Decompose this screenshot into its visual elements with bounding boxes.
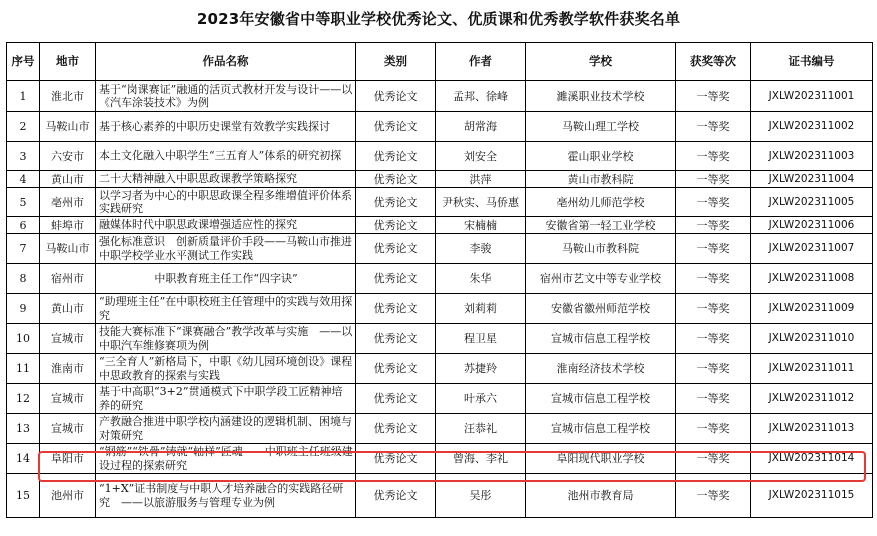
cell-category: 优秀论文 (356, 444, 436, 474)
cell-school: 阜阳现代职业学校 (526, 444, 676, 474)
table-row (7, 142, 873, 171)
header-no: 序号 (7, 43, 40, 81)
cell-city: 宣城市 (40, 384, 96, 414)
document-title: 2023年安徽省中等职业学校优秀论文、优质课和优秀教学软件获奖名单 (196, 10, 681, 28)
cell-cert: JXLW202311010 (751, 324, 873, 354)
cell-author: 苏捷羚 (436, 354, 526, 384)
cell-category: 优秀论文 (356, 171, 436, 188)
cell-city: 宣城市 (40, 414, 96, 444)
cell-work: 二十大精神融入中职思政课教学策略探究 (96, 171, 356, 188)
cell-cert: JXLW202311013 (751, 414, 873, 444)
cell-work: “钢筋”“铁骨”铸就“轴样”匠魂——中职班主任班级建设过程的探索研究 (96, 444, 356, 474)
cell-cert: JXLW202311005 (751, 188, 873, 217)
cell-no: 3 (7, 142, 40, 171)
cell-award: 一等奖 (676, 217, 751, 234)
cell-school: 宿州市艺文中等专业学校 (526, 264, 676, 294)
cell-city: 马鞍山市 (40, 234, 96, 264)
cell-category: 优秀论文 (356, 384, 436, 414)
cell-cert: JXLW202311011 (751, 354, 873, 384)
cell-work: 强化标准意识 创新质量评价手段——马鞍山市推进中职学校学业水平测试工作实践 (96, 234, 356, 264)
cell-award: 一等奖 (676, 294, 751, 324)
header-city: 地市 (40, 43, 96, 81)
cell-category: 优秀论文 (356, 354, 436, 384)
cell-school: 霍山职业学校 (526, 142, 676, 171)
cell-work: “1+X”证书制度与中职人才培养融合的实践路径研究 ——以旅游服务与管理专业为例 (96, 474, 356, 518)
table-row (7, 264, 873, 294)
cell-school: 濉溪职业技术学校 (526, 81, 676, 112)
cell-cert: JXLW202311015 (751, 474, 873, 518)
cell-school: 池州市教育局 (526, 474, 676, 518)
cell-award: 一等奖 (676, 384, 751, 414)
cell-city: 淮南市 (40, 354, 96, 384)
table-header-row (7, 43, 873, 81)
cell-city: 宿州市 (40, 264, 96, 294)
cell-cert: JXLW202311007 (751, 234, 873, 264)
cell-category: 优秀论文 (356, 217, 436, 234)
cell-no: 9 (7, 294, 40, 324)
cell-cert: JXLW202311006 (751, 217, 873, 234)
cell-city: 亳州市 (40, 188, 96, 217)
cell-cert: JXLW202311012 (751, 384, 873, 414)
cell-award: 一等奖 (676, 188, 751, 217)
cell-author: 叶承六 (436, 384, 526, 414)
cell-city: 阜阳市 (40, 444, 96, 474)
table-row (7, 474, 873, 518)
cell-author: 朱华 (436, 264, 526, 294)
cell-work: 本土文化融入中职学生“三五育人”体系的研究初探 (96, 142, 356, 171)
cell-no: 7 (7, 234, 40, 264)
cell-author: 程卫星 (436, 324, 526, 354)
table-row (7, 384, 873, 414)
cell-work: 基于“岗课赛证”融通的活页式教材开发与设计——以《汽车涂装技术》为例 (96, 81, 356, 112)
cell-award: 一等奖 (676, 234, 751, 264)
table-row (7, 217, 873, 234)
cell-author: 孟邦、徐峰 (436, 81, 526, 112)
table-row (7, 294, 873, 324)
cell-cert: JXLW202311004 (751, 171, 873, 188)
cell-cert: JXLW202311008 (751, 264, 873, 294)
cell-award: 一等奖 (676, 171, 751, 188)
cell-author: 李骏 (436, 234, 526, 264)
cell-school: 马鞍山理工学校 (526, 112, 676, 142)
table-row (7, 188, 873, 217)
cell-work: “助理班主任”在中职校班主任管理中的实践与效用探究 (96, 294, 356, 324)
cell-no: 6 (7, 217, 40, 234)
cell-school: 亳州幼儿师范学校 (526, 188, 676, 217)
header-cert: 证书编号 (751, 43, 873, 81)
cell-no: 5 (7, 188, 40, 217)
cell-category: 优秀论文 (356, 414, 436, 444)
cell-author: 胡常海 (436, 112, 526, 142)
cell-school: 安徽省徽州师范学校 (526, 294, 676, 324)
cell-category: 优秀论文 (356, 112, 436, 142)
header-award: 获奖等次 (676, 43, 751, 81)
cell-cert: JXLW202311001 (751, 81, 873, 112)
cell-author: 汪恭礼 (436, 414, 526, 444)
cell-city: 宣城市 (40, 324, 96, 354)
cell-author: 吴彤 (436, 474, 526, 518)
cell-school: 宣城市信息工程学校 (526, 324, 676, 354)
cell-author: 宋楠楠 (436, 217, 526, 234)
table-row (7, 414, 873, 444)
cell-city: 黄山市 (40, 171, 96, 188)
cell-no: 12 (7, 384, 40, 414)
cell-award: 一等奖 (676, 81, 751, 112)
cell-city: 六安市 (40, 142, 96, 171)
cell-award: 一等奖 (676, 264, 751, 294)
header-category: 类别 (356, 43, 436, 81)
cell-author: 刘莉莉 (436, 294, 526, 324)
cell-category: 优秀论文 (356, 324, 436, 354)
cell-city: 蚌埠市 (40, 217, 96, 234)
cell-school: 马鞍山市教科院 (526, 234, 676, 264)
cell-no: 14 (7, 444, 40, 474)
cell-work: “三全育人”新格局下，中职《幼儿园环境创设》课程中思政教育的探索与实践 (96, 354, 356, 384)
cell-award: 一等奖 (676, 414, 751, 444)
header-author: 作者 (436, 43, 526, 81)
cell-award: 一等奖 (676, 142, 751, 171)
cell-work: 以学习者为中心的中职思政课全程多维增值评价体系实践研究 (96, 188, 356, 217)
cell-no: 10 (7, 324, 40, 354)
cell-category: 优秀论文 (356, 264, 436, 294)
cell-no: 13 (7, 414, 40, 444)
table-row (7, 234, 873, 264)
cell-category: 优秀论文 (356, 234, 436, 264)
cell-work: 融媒体时代中职思政课增强适应性的探究 (96, 217, 356, 234)
cell-school: 宣城市信息工程学校 (526, 414, 676, 444)
cell-school: 淮南经济技术学校 (526, 354, 676, 384)
cell-author: 洪萍 (436, 171, 526, 188)
cell-work: 基于核心素养的中职历史课堂有效教学实践探讨 (96, 112, 356, 142)
table-row (7, 171, 873, 188)
cell-work: 基于中高职“3+2”贯通模式下中职学段工匠精神培养的研究 (96, 384, 356, 414)
cell-no: 4 (7, 171, 40, 188)
cell-cert: JXLW202311014 (751, 444, 873, 474)
table-row (7, 354, 873, 384)
table-row (7, 81, 873, 112)
header-work: 作品名称 (96, 43, 356, 81)
cell-no: 2 (7, 112, 40, 142)
cell-no: 8 (7, 264, 40, 294)
cell-work: 中职教育班主任工作“四字诀” (96, 264, 356, 294)
cell-award: 一等奖 (676, 474, 751, 518)
header-school: 学校 (526, 43, 676, 81)
cell-category: 优秀论文 (356, 188, 436, 217)
cell-school: 安徽省第一轻工业学校 (526, 217, 676, 234)
cell-work: 产教融合推进中职学校内涵建设的逻辑机制、困境与对策研究 (96, 414, 356, 444)
cell-city: 淮北市 (40, 81, 96, 112)
cell-cert: JXLW202311009 (751, 294, 873, 324)
cell-city: 马鞍山市 (40, 112, 96, 142)
cell-category: 优秀论文 (356, 81, 436, 112)
cell-award: 一等奖 (676, 444, 751, 474)
table-row (7, 112, 873, 142)
cell-award: 一等奖 (676, 354, 751, 384)
award-table (6, 42, 873, 518)
cell-no: 11 (7, 354, 40, 384)
cell-award: 一等奖 (676, 112, 751, 142)
cell-work: 技能大赛标准下“课赛融合”教学改革与实施 ——以中职汽车维修赛项为例 (96, 324, 356, 354)
cell-category: 优秀论文 (356, 474, 436, 518)
cell-city: 池州市 (40, 474, 96, 518)
cell-school: 黄山市教科院 (526, 171, 676, 188)
cell-cert: JXLW202311003 (751, 142, 873, 171)
cell-author: 刘安全 (436, 142, 526, 171)
table-row-highlighted (7, 444, 873, 474)
cell-cert: JXLW202311002 (751, 112, 873, 142)
cell-author: 尹秋实、马侨惠 (436, 188, 526, 217)
cell-city: 黄山市 (40, 294, 96, 324)
cell-author: 曾海、李礼 (436, 444, 526, 474)
cell-award: 一等奖 (676, 324, 751, 354)
cell-category: 优秀论文 (356, 294, 436, 324)
cell-category: 优秀论文 (356, 142, 436, 171)
cell-no: 15 (7, 474, 40, 518)
cell-school: 宣城市信息工程学校 (526, 384, 676, 414)
cell-no: 1 (7, 81, 40, 112)
table-row (7, 324, 873, 354)
